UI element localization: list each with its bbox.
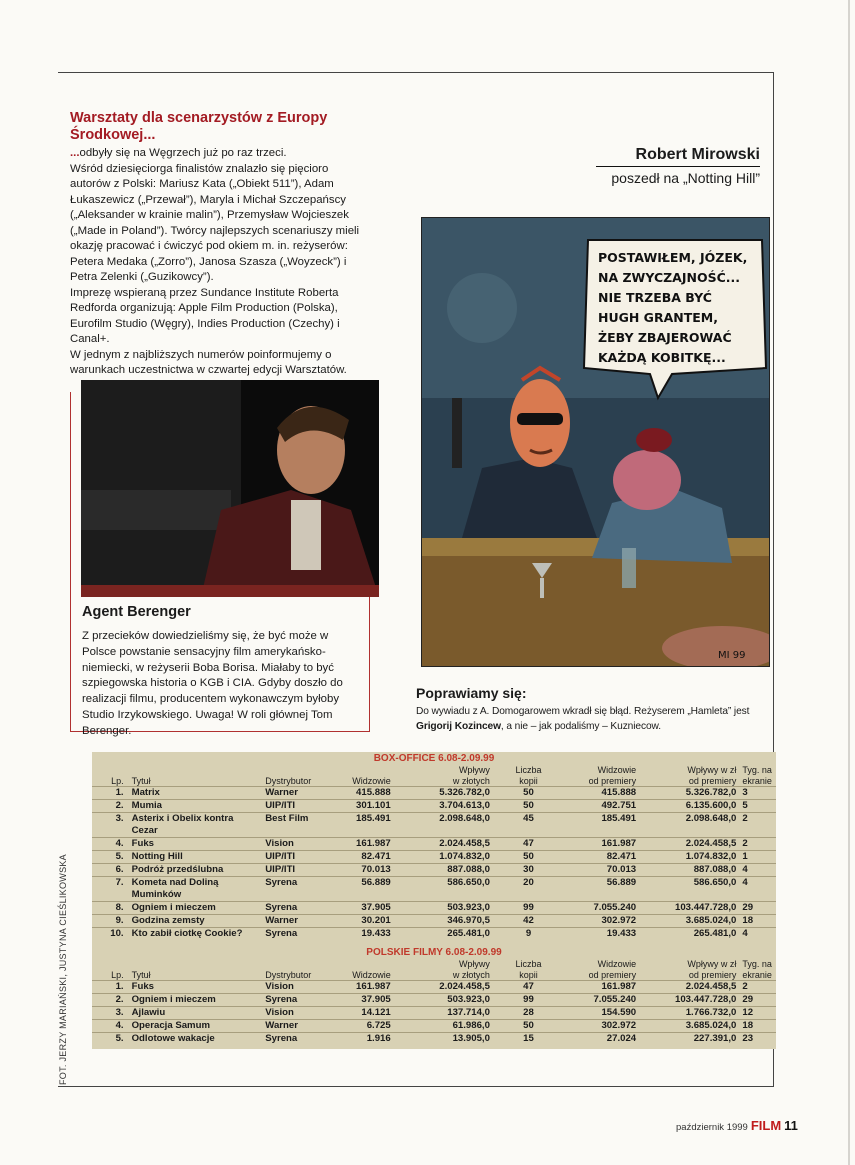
bubble-line-4: HUGH GRANTEM,: [598, 310, 718, 325]
bubble-line-1: POSTAWIŁEM, JÓZEK,: [598, 250, 748, 265]
cell-weeks: 2: [742, 813, 748, 824]
cell-weeks: 18: [742, 915, 754, 926]
cell-title: Mumia: [131, 800, 162, 811]
box-office-heading: BOX-OFFICE 6.08-2.09.99: [373, 753, 495, 764]
table-row: [92, 787, 776, 800]
col-dist: Dystrybutor: [265, 969, 312, 980]
cell-viewers: 185.491: [356, 813, 391, 824]
polish-films-heading: POLSKIE FILMY 6.08-2.09.99: [366, 947, 502, 958]
cell-revenue: 503.923,0: [447, 994, 490, 1005]
cell-total-revenue: 2.024.458,5: [685, 838, 737, 849]
table-row: [92, 1007, 776, 1020]
cell-revenue: 2.098.648,0: [439, 813, 490, 824]
cell-viewers: 70.013: [361, 864, 391, 875]
cell-revenue: 1.074.832,0: [439, 851, 490, 862]
cell-lp: 2.: [115, 800, 124, 811]
cell-viewers: 19.433: [361, 928, 391, 939]
cell-revenue: 586.650,0: [447, 877, 490, 888]
cell-lp: 8.: [115, 902, 124, 913]
cell-title: Odlotowe wakacje: [131, 1033, 215, 1044]
col-total-viewers: Widzowie od premiery: [588, 959, 637, 980]
col-title: Tytuł: [131, 969, 151, 980]
cell-distributor: Syrena: [265, 1033, 298, 1044]
cell-lp: 4.: [115, 1020, 124, 1031]
cell-lp: 1.: [115, 787, 124, 798]
cell-total-revenue: 6.135.600,0: [685, 800, 737, 811]
cell-total-viewers: 185.491: [601, 813, 637, 824]
col-lp: Lp.: [111, 969, 124, 980]
cell-total-viewers: 70.013: [606, 864, 637, 875]
cell-total-viewers: 415.888: [601, 787, 637, 798]
cell-distributor: Vision: [265, 838, 294, 849]
cell-copies: 15: [523, 1033, 534, 1044]
cell-total-revenue: 1.766.732,0: [685, 1007, 737, 1018]
cell-distributor: Warner: [265, 915, 298, 926]
cell-total-revenue: 5.326.782,0: [685, 787, 737, 798]
workshop-lead: [70, 146, 370, 162]
cell-revenue: 137.714,0: [447, 1007, 490, 1018]
col-revenue: Wpływy w złotych: [452, 765, 490, 786]
cell-weeks: 4: [742, 877, 748, 888]
col-viewers: Widzowie: [352, 969, 391, 980]
cell-total-revenue: 103.447.728,0: [675, 994, 737, 1005]
workshop-paragraph-2: Imprezę wspieraną przez Sundance Institute Roberta Redforda organizują: Apple Film Production (Polska), Eurofilm Studio (Węgry), Indies Production (Czechy) i Canal+.: [70, 286, 340, 345]
cell-weeks: 4: [742, 864, 748, 875]
footer-brand: FILM: [750, 1118, 782, 1133]
table-row: [92, 1020, 776, 1033]
col-title: Tytuł: [131, 775, 151, 786]
top-rule: [58, 72, 774, 73]
correction-body: [416, 704, 772, 734]
cell-title: Operacja Samum: [131, 1020, 210, 1031]
cell-copies: 50: [523, 787, 534, 798]
cell-total-revenue: 887.088,0: [693, 864, 737, 875]
table-row: [92, 902, 776, 915]
cell-weeks: 3: [742, 787, 748, 798]
cell-distributor: UIP/ITI: [265, 851, 296, 862]
col-dist: Dystrybutor: [265, 775, 312, 786]
cell-viewers: 415.888: [356, 787, 391, 798]
col-lp: Lp.: [111, 775, 124, 786]
cell-revenue: 61.986,0: [452, 1020, 490, 1031]
table-header-row: [92, 765, 776, 787]
cartoon-drawing: [422, 218, 770, 667]
bubble-line-3: NIE TRZEBA BYĆ: [598, 290, 712, 305]
cell-total-viewers: 302.972: [601, 915, 637, 926]
table-row: [92, 851, 776, 864]
table-row: [92, 981, 776, 994]
col-revenue: Wpływy w złotych: [452, 959, 490, 980]
cell-title: Matrix: [131, 787, 160, 798]
cell-viewers: 14.121: [361, 1007, 391, 1018]
cell-weeks: 4: [742, 928, 748, 939]
workshop-paragraph-3: W jednym z najbliższych numerów poinformujemy o warunkach uczestnictwa w czwartej edycji Warsztatów.: [70, 348, 347, 376]
cell-viewers: 301.101: [356, 800, 391, 811]
table-header-row: [92, 959, 776, 981]
cartoon-illustration: [421, 217, 770, 667]
cell-copies: 50: [523, 851, 534, 862]
cell-total-revenue: 227.391,0: [693, 1033, 737, 1044]
cell-total-viewers: 161.987: [601, 838, 637, 849]
cell-total-viewers: 82.471: [606, 851, 637, 862]
cell-total-viewers: 154.590: [601, 1007, 637, 1018]
bottom-rule: [58, 1086, 774, 1087]
cell-copies: 99: [523, 902, 534, 913]
cell-lp: 4.: [115, 838, 124, 849]
cell-distributor: UIP/ITI: [265, 864, 296, 875]
col-weeks: Tyg. na ekranie: [742, 765, 772, 786]
cell-copies: 50: [523, 1020, 534, 1031]
cell-weeks: 23: [742, 1033, 754, 1044]
cell-revenue: 887.088,0: [447, 864, 490, 875]
cell-lp: 10.: [110, 928, 124, 939]
bubble-line-2: NA ZWYCZAJNOŚĆ...: [598, 270, 741, 285]
cell-viewers: 37.905: [361, 902, 391, 913]
cell-weeks: 5: [742, 800, 748, 811]
cell-viewers: 82.471: [361, 851, 391, 862]
cell-copies: 45: [523, 813, 534, 824]
cell-distributor: UIP/ITI: [265, 800, 296, 811]
cell-lp: 3.: [115, 1007, 124, 1018]
cell-revenue: 503.923,0: [447, 902, 490, 913]
cell-copies: 47: [523, 838, 534, 849]
correction-text-1: Do wywiadu z A. Domogarowem wkradł się błąd. Reżyserem „Hamleta” jest: [416, 706, 750, 717]
cell-weeks: 2: [742, 838, 748, 849]
cell-total-revenue: 1.074.832,0: [685, 851, 737, 862]
cell-title: Kometa nad Doliną Muminków: [131, 877, 219, 900]
cell-total-viewers: 27.024: [606, 1033, 637, 1044]
page-edge-divider: [848, 0, 850, 1165]
cell-revenue: 265.481,0: [447, 928, 490, 939]
cell-lp: 6.: [115, 864, 124, 875]
cell-copies: 20: [523, 877, 534, 888]
table-row: [92, 1033, 776, 1046]
cell-total-revenue: 2.098.648,0: [685, 813, 737, 824]
agent-title: Agent Berenger: [82, 604, 191, 620]
photo-credit: FOT. JERZY MARIAŃSKI, JUSTYNA CIEŚLIKOWSKA: [58, 854, 68, 1085]
cell-title: Fuks: [131, 981, 154, 992]
cell-weeks: 1: [742, 851, 748, 862]
agent-body: Z przecieków dowiedzieliśmy się, że być może w Polsce powstanie sensacyjny film amerykańsko-niemiecki, w reżyserii Boba Borisa. Miałaby to być szpiegowska historia o KGB i CIA. Gdyby doszło do realizacji filmu, producentem wykonawczym byłoby Studio Irzykowskiego. Uwaga! W roli głównej Tom Berenger.: [82, 630, 343, 737]
cell-distributor: Vision: [265, 1007, 294, 1018]
workshop-title: Warsztaty dla scenarzystów z Europy Środkowej...: [70, 110, 328, 143]
cell-distributor: Syrena: [265, 877, 298, 888]
cell-viewers: 161.987: [356, 981, 391, 992]
table-row: [92, 864, 776, 877]
col-total-viewers: Widzowie od premiery: [588, 765, 637, 786]
cartoon-signature: MI 99: [718, 650, 746, 661]
cell-total-viewers: 7.055.240: [593, 994, 637, 1005]
col-total-revenue: Wpływy w zł od premiery: [687, 959, 737, 980]
col-copies: Liczba kopii: [515, 765, 542, 786]
cell-title: Ogniem i mieczem: [131, 902, 216, 913]
cell-distributor: Syrena: [265, 928, 298, 939]
table-row: [92, 877, 776, 902]
cell-copies: 28: [523, 1007, 534, 1018]
cell-title: Ajlawiu: [131, 1007, 166, 1018]
cell-total-viewers: 7.055.240: [593, 902, 637, 913]
cell-viewers: 56.889: [361, 877, 391, 888]
cell-total-revenue: 586.650,0: [693, 877, 737, 888]
table-row: [92, 928, 776, 941]
col-copies: Liczba kopii: [515, 959, 542, 980]
col-viewers: Widzowie: [352, 775, 391, 786]
cell-weeks: 18: [742, 1020, 754, 1031]
correction-title: Poprawiamy się:: [416, 685, 527, 701]
cell-total-viewers: 302.972: [601, 1020, 637, 1031]
cell-weeks: 29: [742, 902, 754, 913]
cell-weeks: 29: [742, 994, 754, 1005]
cell-total-revenue: 2.024.458,5: [685, 981, 737, 992]
cell-distributor: Best Film: [265, 813, 309, 824]
cell-title: Asterix i Obelix kontra Cezar: [131, 813, 234, 836]
cell-distributor: Warner: [265, 1020, 298, 1031]
cell-viewers: 30.201: [361, 915, 391, 926]
cell-revenue: 13.905,0: [452, 1033, 490, 1044]
cell-viewers: 37.905: [361, 994, 391, 1005]
cell-weeks: 12: [742, 1007, 754, 1018]
cell-revenue: 5.326.782,0: [439, 787, 490, 798]
cell-distributor: Syrena: [265, 902, 298, 913]
workshop-body: [70, 146, 370, 379]
cell-total-revenue: 3.685.024,0: [685, 1020, 737, 1031]
page-footer: [676, 1118, 798, 1133]
cell-distributor: Vision: [265, 981, 294, 992]
cell-title: Notting Hill: [131, 851, 183, 862]
footer-date: październik 1999: [676, 1122, 748, 1133]
cell-lp: 5.: [115, 1033, 124, 1044]
bubble-line-5: ŻEBY ZBAJEROWAĆ: [598, 330, 732, 345]
cell-total-viewers: 19.433: [606, 928, 637, 939]
cell-copies: 30: [523, 864, 534, 875]
cell-total-viewers: 161.987: [601, 981, 637, 992]
bubble-line-6: KAŻDĄ KOBITKĘ...: [598, 350, 726, 365]
cell-lp: 5.: [115, 851, 124, 862]
cell-revenue: 3.704.613,0: [439, 800, 490, 811]
workshop-paragraph-1: Wśród dziesięciorga finalistów znalazło się pięcioro autorów z Polski: Mariusz Kata („Obiekt 511”), Adam Łukaszewicz („Przewał”), Maryla i Michał Szczepańscy („Aleksander w krainie malin”), Przemysław Wojcieszek („Made in Poland”). Twórcy najlepszych scenariuszy mieli okazję pracować i ćwiczyć pod okiem m. in. reżyserów: Petera Medaka („Zorro”), Janosa Szasza („Woyzeck”) i Petra Zelenki („Guzikowcy”).: [70, 162, 360, 283]
table-row: [92, 800, 776, 813]
cartoon-author: Robert Mirowski: [596, 146, 760, 167]
box-office-table: [92, 765, 776, 940]
cell-total-revenue: 3.685.024,0: [685, 915, 737, 926]
workshop-lead-ellipsis: ...: [70, 147, 80, 159]
box-office-rows: [92, 787, 776, 941]
cell-lp: 2.: [115, 994, 124, 1005]
cell-weeks: 2: [742, 981, 748, 992]
cell-viewers: 1.916: [366, 1033, 391, 1044]
cell-title: Ogniem i mieczem: [131, 994, 216, 1005]
cell-revenue: 346.970,5: [447, 915, 490, 926]
polish-films-table: [92, 959, 776, 1045]
cell-total-revenue: 103.447.728,0: [675, 902, 737, 913]
actor-photo-image: [81, 380, 379, 597]
cell-viewers: 6.725: [366, 1020, 391, 1031]
cell-revenue: 2.024.458,5: [439, 981, 490, 992]
cell-copies: 9: [525, 928, 532, 939]
workshop-lead-text: odbyły się na Węgrzech już po raz trzeci.: [79, 147, 287, 159]
cell-title: Godzina zemsty: [131, 915, 205, 926]
cell-distributor: Warner: [265, 787, 298, 798]
cell-total-revenue: 265.481,0: [693, 928, 737, 939]
box-office-panel: [92, 752, 776, 1049]
table-row: [92, 994, 776, 1007]
cell-copies: 50: [523, 800, 534, 811]
correction-text-2: , a nie – jak podaliśmy – Kuzniecow.: [500, 721, 661, 732]
cell-lp: 9.: [115, 915, 124, 926]
cell-revenue: 2.024.458,5: [439, 838, 490, 849]
cell-title: Fuks: [131, 838, 154, 849]
table-row: [92, 838, 776, 851]
cell-lp: 3.: [115, 813, 124, 824]
cell-title: Kto zabił ciotkę Cookie?: [131, 928, 243, 939]
cell-lp: 7.: [115, 877, 124, 888]
polish-films-rows: [92, 981, 776, 1046]
cell-copies: 99: [523, 994, 534, 1005]
cell-viewers: 161.987: [356, 838, 391, 849]
col-total-revenue: Wpływy w zł od premiery: [687, 765, 737, 786]
cell-title: Podróż przedślubna: [131, 864, 224, 875]
cell-total-viewers: 492.751: [601, 800, 637, 811]
cell-copies: 42: [523, 915, 534, 926]
table-row: [92, 813, 776, 838]
cell-copies: 47: [523, 981, 534, 992]
cell-distributor: Syrena: [265, 994, 298, 1005]
cartoon-subtitle: poszedł na „Notting Hill”: [611, 170, 760, 186]
cell-total-viewers: 56.889: [606, 877, 637, 888]
cell-lp: 1.: [115, 981, 124, 992]
page-number: 11: [784, 1118, 798, 1133]
correction-name: Grigorij Kozincew: [416, 721, 501, 732]
actor-photo: [81, 380, 379, 597]
col-weeks: Tyg. na ekranie: [742, 959, 772, 980]
table-row: [92, 915, 776, 928]
